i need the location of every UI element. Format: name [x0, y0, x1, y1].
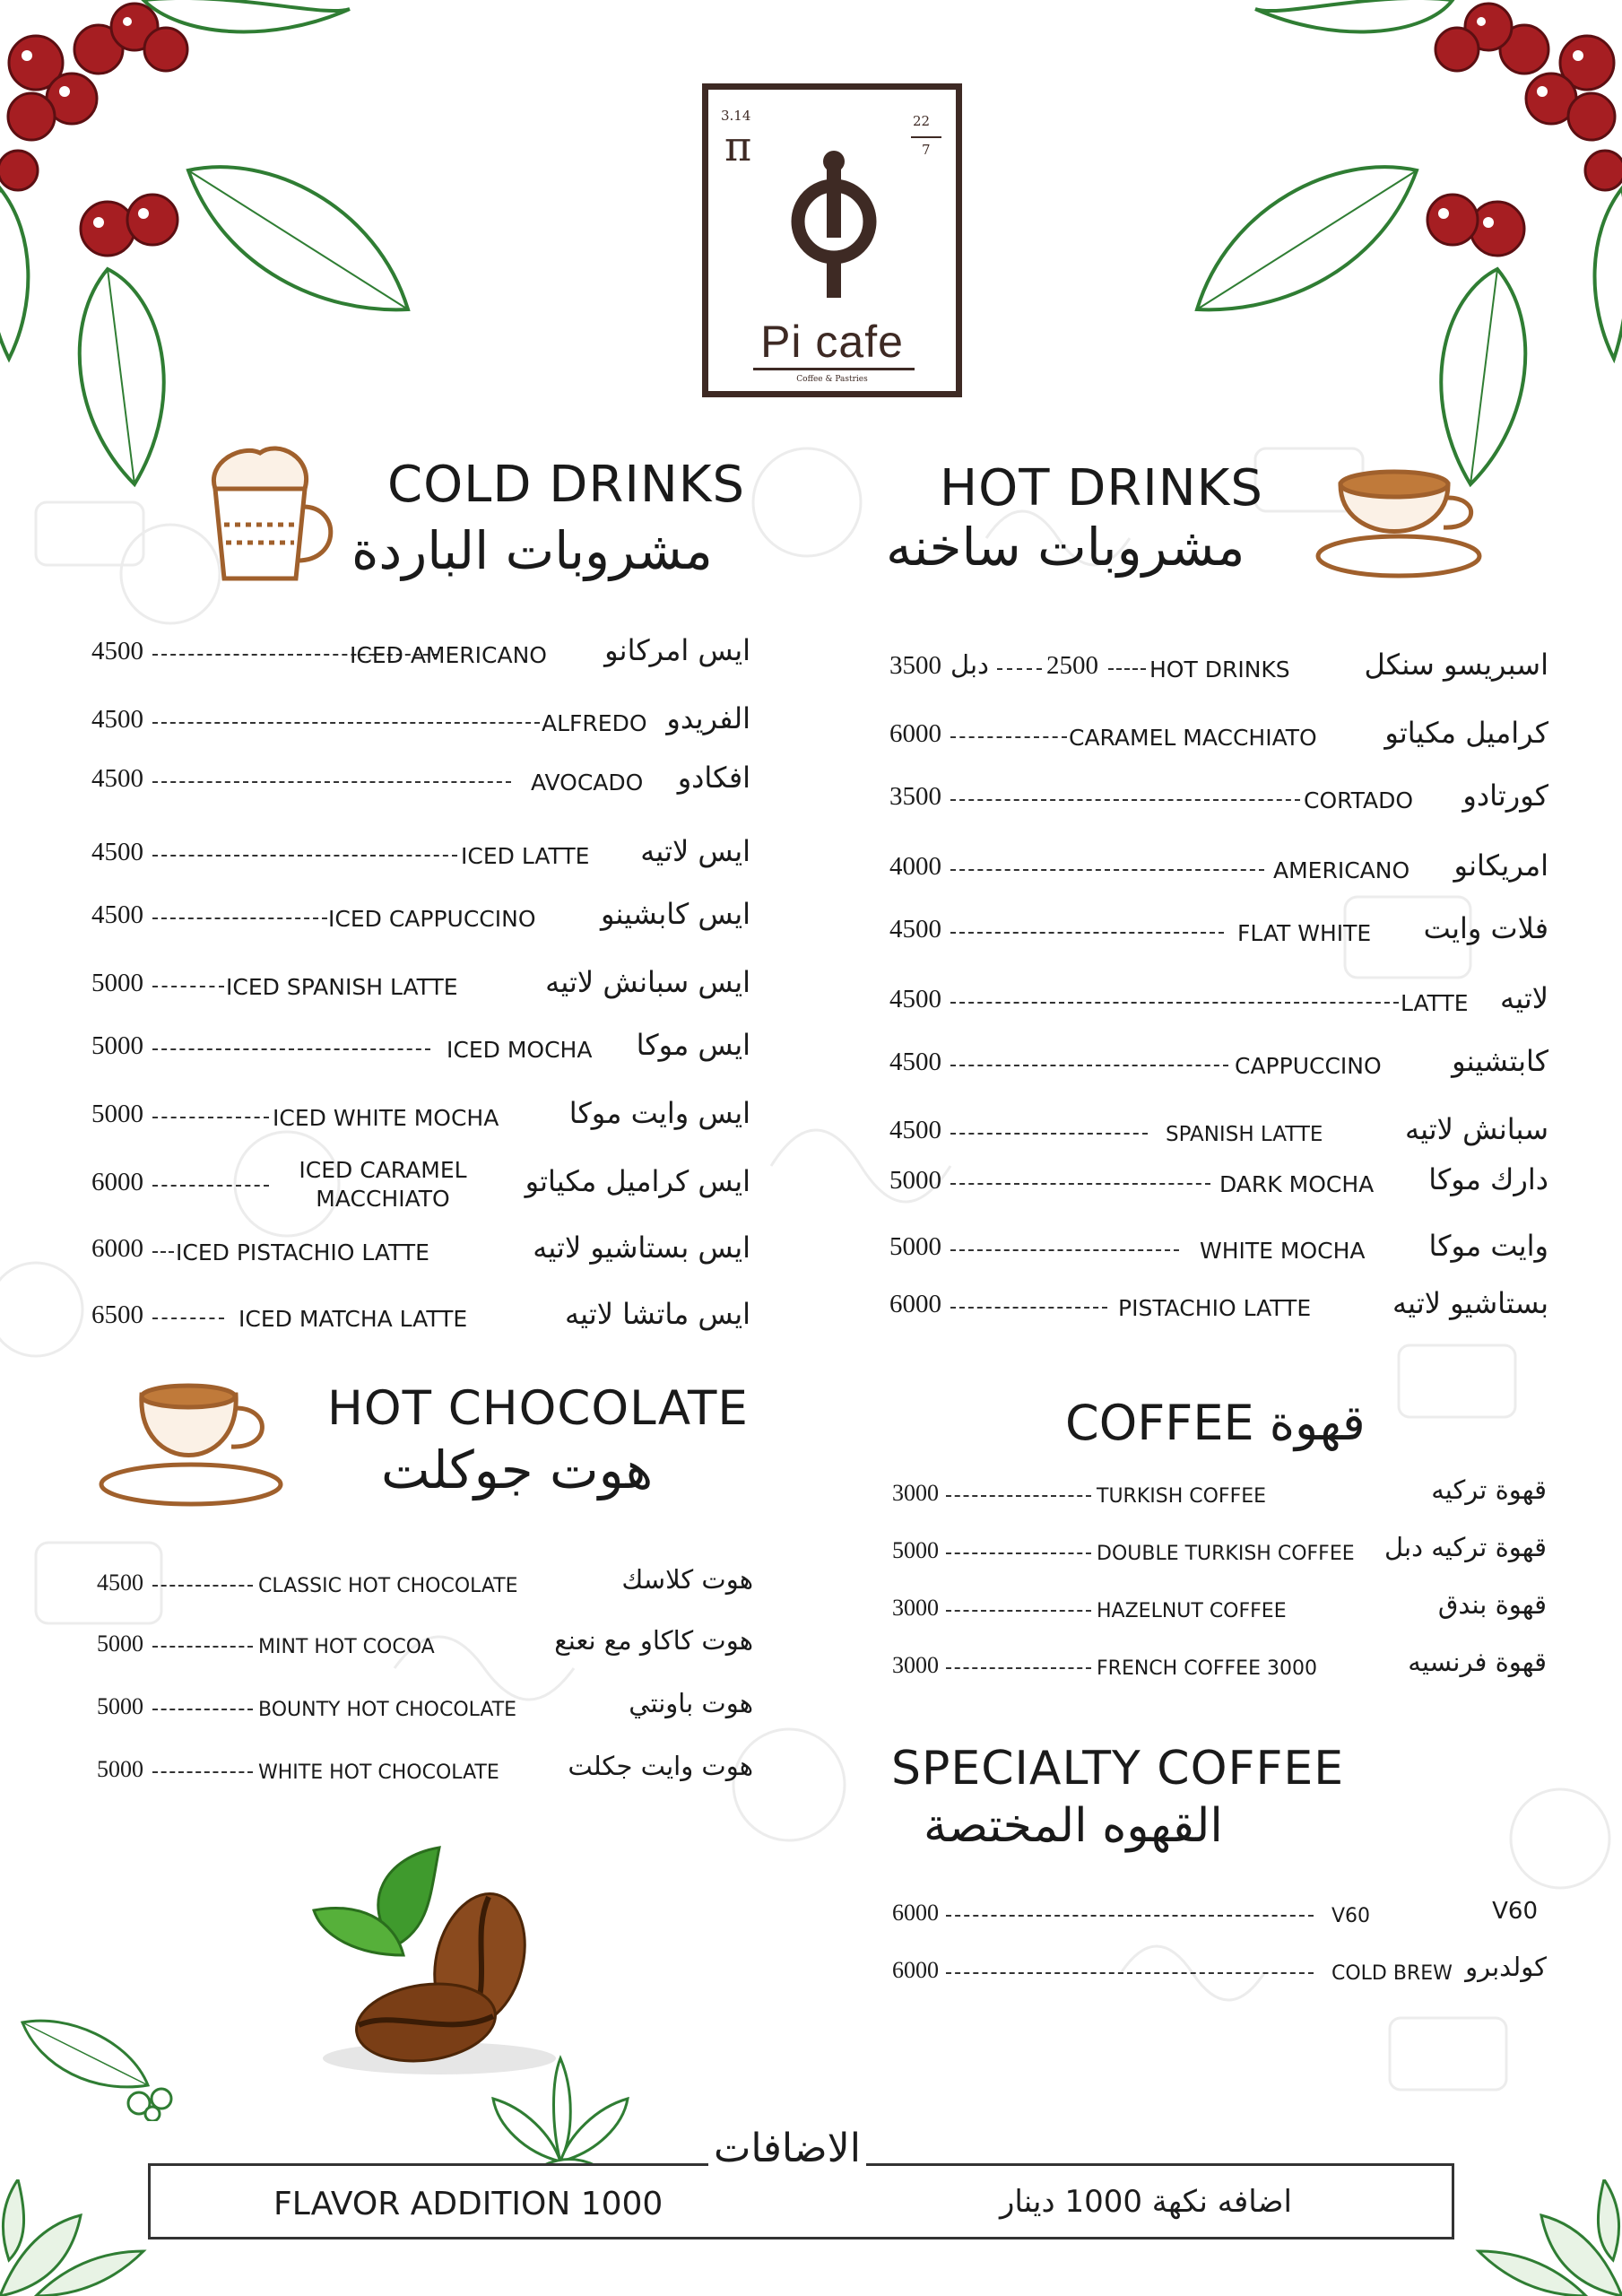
item-price: 5000 — [97, 1756, 143, 1782]
dotted-leader — [152, 1646, 253, 1648]
menu-item — [97, 1564, 753, 1604]
item-price: 6000 — [892, 1900, 939, 1926]
menu-item — [91, 834, 750, 874]
item-name-ar: ايس امركانو — [604, 633, 750, 667]
dotted-leader — [950, 1065, 1228, 1066]
coffee-beans-illustration — [305, 1830, 574, 2081]
dotted-leader — [946, 1495, 1091, 1497]
dotted-leader — [152, 1585, 253, 1587]
item-name-en-line1: ICED CARAMEL — [299, 1157, 467, 1183]
item-name-ar: ايس سبانش لاتيه — [545, 965, 750, 999]
menu-item — [91, 1157, 750, 1220]
dotted-leader — [950, 869, 1264, 871]
item-name-ar: افكادو — [677, 761, 750, 795]
menu-item — [889, 716, 1548, 755]
item-price: 5000 — [91, 1031, 143, 1060]
item-price: 5000 — [91, 1100, 143, 1128]
item-name-en: BOUNTY HOT CHOCOLATE — [258, 1699, 517, 1721]
dotted-leader — [946, 1610, 1091, 1612]
item-name-en: ICED PISTACHIO LATTE — [176, 1239, 429, 1265]
coffee-cup-icon — [1314, 457, 1484, 583]
coffee-title: COFFEE قهوة — [1065, 1395, 1366, 1451]
item-name-en: ICED AMERICANO — [350, 642, 547, 668]
item-price: 4500 — [91, 900, 143, 929]
dotted-leader — [152, 855, 457, 857]
menu-item — [91, 965, 750, 1004]
item-name-ar: ايس كراميل مكياتو — [525, 1164, 750, 1198]
item-name-ar: سبانش لاتيه — [1404, 1112, 1548, 1146]
menu-item — [889, 1112, 1548, 1152]
menu-item — [889, 911, 1548, 951]
item-price: 4500 — [889, 1048, 941, 1076]
item-name-en: ALFREDO — [542, 710, 647, 736]
item-price: 6000 — [892, 1957, 939, 1983]
logo-fraction-numerator: 22 — [913, 113, 931, 129]
menu-item — [889, 1162, 1548, 1202]
dotted-leader — [950, 932, 1224, 934]
item-price: 6000 — [889, 719, 941, 748]
dotted-leader — [152, 918, 327, 919]
item-name-en: ICED LATTE — [461, 843, 590, 869]
item-name-ar: ايس بستاشيو لاتيه — [533, 1231, 750, 1265]
item-name-ar: ايس ماتشا لاتيه — [565, 1297, 750, 1331]
item-price: 5000 — [889, 1232, 941, 1261]
item-name-ar: هوت كاكاو مع نعنع — [554, 1625, 753, 1656]
item-price: 6000 — [889, 1290, 941, 1318]
item-name-ar: هوت باونتي — [629, 1688, 753, 1718]
item-price: 6000 — [91, 1168, 143, 1196]
menu-item — [889, 778, 1548, 818]
item-price: 5000 — [97, 1631, 143, 1657]
leaves-bottom-center-illustration — [489, 2054, 632, 2170]
additions-en: FLAVOR ADDITION 1000 — [273, 2186, 664, 2222]
item-price: 5000 — [892, 1537, 939, 1563]
dotted-leader — [950, 1249, 1179, 1251]
item-name-ar: ايس وايت موكا — [568, 1096, 750, 1130]
cold-drinks-title-ar: مشروبات الباردة — [351, 520, 713, 581]
item-name-en: FRENCH COFFEE 3000 — [1097, 1657, 1317, 1680]
item-name-en: PISTACHIO LATTE — [1118, 1295, 1312, 1321]
item-name-ar: قهوة فرنسيه — [1408, 1647, 1547, 1677]
dotted-leader — [152, 1318, 224, 1319]
hot-drinks-title-en: HOT DRINKS — [940, 459, 1263, 517]
leaves-bottom-right-illustration — [1425, 2179, 1622, 2296]
item-name-ar: اسبريسو سنكل — [1364, 648, 1548, 682]
dotted-leader — [1108, 668, 1146, 670]
menu-item — [889, 1286, 1548, 1326]
item-name-en: ICED WHITE MOCHA — [273, 1105, 499, 1131]
item-name-en: WHITE MOCHA — [1200, 1238, 1366, 1264]
dotted-leader — [152, 986, 224, 987]
menu-item — [91, 1028, 750, 1067]
item-name-en: WHITE HOT CHOCOLATE — [258, 1761, 499, 1784]
dotted-leader — [950, 1307, 1107, 1309]
item-price: 4500 — [97, 1570, 143, 1596]
dotted-leader — [152, 722, 540, 724]
item-name-ar: V60 — [1492, 1898, 1538, 1925]
item-name-ar: هوت كلاسك — [621, 1564, 753, 1595]
item-name-en: V60 — [1331, 1905, 1371, 1927]
menu-item — [889, 848, 1548, 888]
item-name-en: FLAT WHITE — [1237, 920, 1372, 946]
menu-item — [91, 1096, 750, 1135]
item-price-double: 3500 — [889, 651, 941, 680]
item-name-ar: ايس لاتيه — [640, 834, 750, 868]
dotted-leader — [152, 1117, 269, 1118]
item-name-ar: ايس كابشينو — [600, 897, 750, 931]
item-name-ar: كولدبرو — [1465, 1952, 1547, 1982]
item-name-ar: ايس موكا — [636, 1028, 750, 1062]
coffee-branch-right-illustration — [1184, 0, 1622, 493]
menu-item — [97, 1751, 753, 1790]
item-price: 4500 — [91, 838, 143, 866]
dotted-leader — [152, 1771, 253, 1773]
item-name-ar: كابتشينو — [1452, 1044, 1548, 1078]
item-price: 3000 — [892, 1480, 939, 1506]
item-price: 4500 — [91, 637, 143, 665]
item-name-en: CLASSIC HOT CHOCOLATE — [258, 1575, 518, 1597]
item-name-ar: امريكانو — [1453, 848, 1548, 883]
item-name-en: DOUBLE TURKISH COFFEE — [1097, 1543, 1355, 1565]
item-price: 4000 — [889, 852, 941, 881]
menu-item — [889, 1229, 1548, 1268]
cold-drinks-title-en: COLD DRINKS — [387, 456, 746, 514]
hot-drinks-title-ar: مشروبات ساخنه — [886, 517, 1245, 578]
dotted-leader — [152, 781, 511, 783]
menu-item — [97, 1625, 753, 1665]
logo-name: Pi cafe — [760, 317, 904, 367]
item-name-ar: دارك موكا — [1428, 1162, 1548, 1196]
dotted-leader — [950, 736, 1067, 738]
logo-pi-value: 3.14 — [721, 108, 751, 124]
menu-item — [892, 1532, 1547, 1571]
dotted-leader — [152, 1709, 253, 1710]
logo-pi-symbol: π — [724, 122, 752, 170]
item-price: 5000 — [889, 1166, 941, 1195]
dotted-leader — [950, 1133, 1148, 1135]
item-price: 5000 — [91, 969, 143, 997]
menu-item-espresso — [889, 648, 1548, 687]
additions-title: الاضافات — [708, 2126, 866, 2171]
item-name-en: AVOCADO — [531, 770, 644, 796]
item-name-en: ICED MATCHA LATTE — [239, 1306, 468, 1332]
item-name-ar: بستاشيو لاتيه — [1392, 1286, 1548, 1320]
item-name-en: CORTADO — [1304, 787, 1414, 813]
menu-item — [892, 1952, 1547, 1991]
dotted-leader — [152, 1185, 269, 1187]
menu-item — [892, 1589, 1547, 1629]
hot-chocolate-title-en: HOT CHOCOLATE — [327, 1381, 749, 1436]
specialty-title-en: SPECIALTY COFFEE — [891, 1742, 1345, 1796]
item-name-ar: وايت موكا — [1428, 1229, 1548, 1263]
item-name-en: ICED CAPPUCCINO — [328, 906, 536, 932]
logo-underline — [753, 368, 915, 370]
coffee-branch-left-illustration — [0, 0, 421, 493]
item-name-en: HOT DRINKS — [1149, 657, 1290, 683]
item-name-ar: فلات وايت — [1423, 911, 1548, 945]
item-name-ar: لاتيه — [1500, 981, 1548, 1015]
dotted-leader — [946, 1667, 1091, 1669]
logo-tagline: Coffee & Pastries — [796, 375, 868, 384]
item-price: 4500 — [889, 915, 941, 944]
logo-fraction-denominator: 7 — [922, 142, 931, 158]
item-name-en: DARK MOCHA — [1219, 1171, 1375, 1197]
menu-item — [91, 897, 750, 936]
menu-item — [892, 1474, 1547, 1514]
item-name-en: COLD BREW — [1331, 1962, 1453, 1985]
menu-item — [91, 701, 750, 741]
item-name-ar: كراميل مكياتو — [1384, 716, 1548, 750]
cafe-logo — [702, 83, 962, 397]
iced-drink-mug-icon — [188, 435, 345, 587]
item-name-en: ICED SPANISH LATTE — [226, 974, 458, 1000]
menu-item — [91, 1231, 750, 1270]
specialty-title-ar: القهوه المختصة — [924, 1799, 1223, 1853]
hot-chocolate-cup-icon — [97, 1377, 285, 1507]
dotted-leader — [152, 1048, 430, 1050]
item-name-ar: قهوة تركيه — [1431, 1474, 1547, 1505]
item-name-en: HAZELNUT COFFEE — [1097, 1600, 1287, 1622]
menu-item — [91, 1297, 750, 1336]
dotted-leader — [950, 1002, 1399, 1004]
dotted-leader — [946, 1915, 1314, 1917]
dotted-leader — [997, 668, 1042, 670]
item-name-en: TURKISH COFFEE — [1097, 1485, 1267, 1508]
item-name-ar: قهوة بندق — [1437, 1589, 1547, 1620]
item-name-en: SPANISH LATTE — [1166, 1123, 1323, 1146]
menu-item — [91, 761, 750, 800]
item-price: 3500 — [889, 782, 941, 811]
menu-item — [892, 1894, 1547, 1934]
item-price: 4500 — [91, 764, 143, 793]
item-name-ar: هوت وايت جكلت — [568, 1751, 753, 1781]
menu-item — [889, 981, 1548, 1021]
item-name-en: AMERICANO — [1273, 857, 1410, 883]
dotted-leader — [950, 1183, 1210, 1185]
hot-chocolate-title-ar: هوت جوكلت — [381, 1439, 654, 1500]
item-name-en-line2: MACCHIATO — [316, 1186, 450, 1212]
menu-item — [889, 1044, 1548, 1083]
item-price: 3000 — [892, 1595, 939, 1621]
item-price: 6000 — [91, 1234, 143, 1263]
double-label: دبل — [950, 649, 989, 680]
item-name-en: MINT HOT COCOA — [258, 1636, 435, 1658]
item-price: 3000 — [892, 1652, 939, 1678]
item-name-ar: الفريدو — [666, 701, 750, 735]
additions-ar: اضافه نكهة 1000 دينار — [1000, 2184, 1292, 2220]
menu-item — [892, 1647, 1547, 1686]
dotted-leader — [946, 1552, 1091, 1554]
dotted-leader — [152, 1251, 174, 1253]
coffee-branch-bottom-left-illustration — [13, 2013, 184, 2121]
logo-fraction-line — [911, 136, 941, 138]
item-name-en: ICED MOCHA — [447, 1037, 593, 1063]
item-name-ar: قهوة تركيه دبل — [1384, 1532, 1547, 1562]
item-name-en: CAPPUCCINO — [1235, 1053, 1382, 1079]
item-price: 6500 — [91, 1300, 143, 1329]
item-price: 4500 — [91, 705, 143, 734]
menu-item — [91, 633, 750, 673]
dotted-leader — [946, 1972, 1314, 1974]
item-price: 4500 — [889, 985, 941, 1013]
item-price: 5000 — [97, 1693, 143, 1719]
item-price-single: 2500 — [1046, 651, 1098, 680]
item-name-en: LATTE — [1401, 990, 1469, 1016]
menu-item — [97, 1688, 753, 1727]
logo-pi-mark-icon — [789, 145, 879, 307]
item-name-ar: كورتادو — [1462, 778, 1548, 813]
item-name-en: CARAMEL MACCHIATO — [1069, 725, 1317, 751]
item-price: 4500 — [889, 1116, 941, 1144]
dotted-leader — [950, 799, 1300, 801]
